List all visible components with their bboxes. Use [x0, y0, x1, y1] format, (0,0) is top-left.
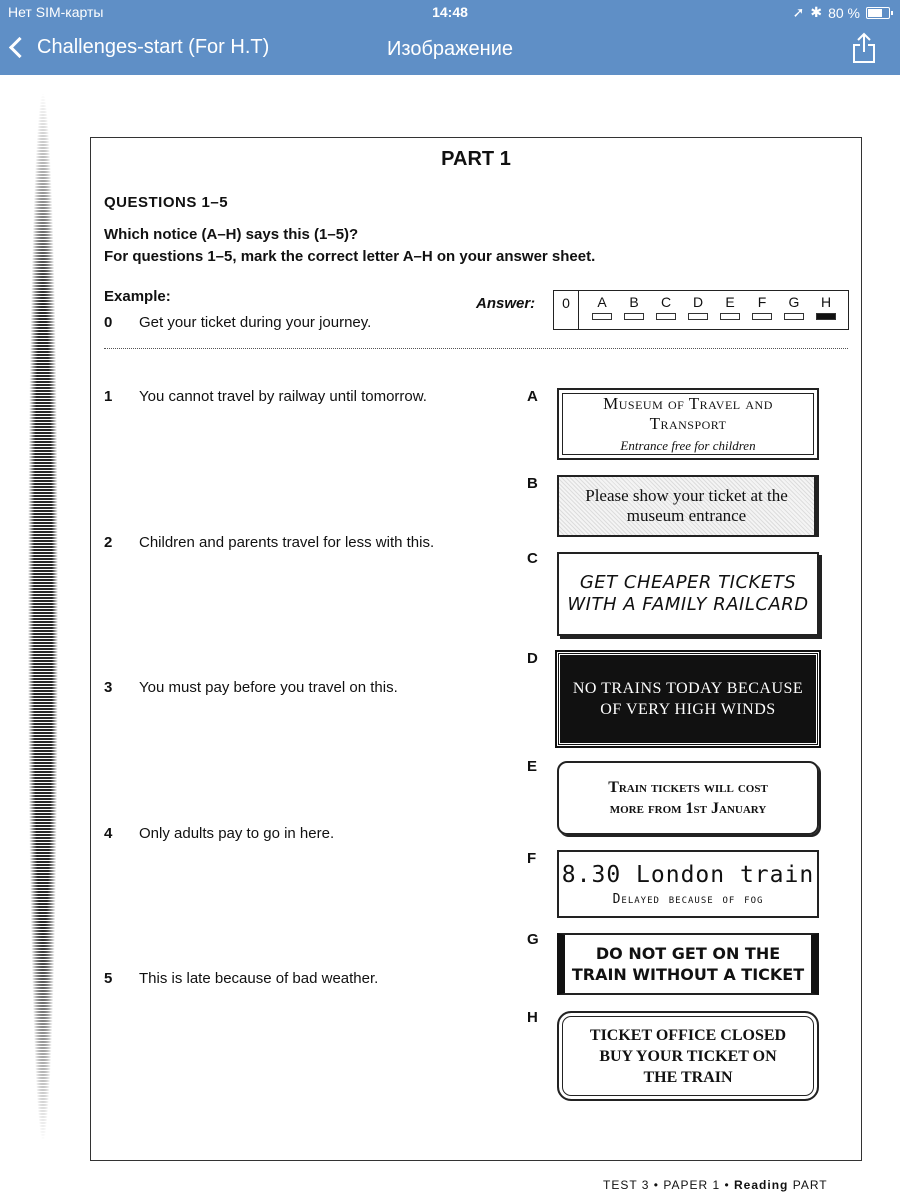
footer-suffix: PART — [792, 1178, 828, 1192]
example-label: Example: — [104, 288, 171, 305]
nav-bar — [0, 30, 900, 70]
answer-bubble — [656, 313, 676, 320]
answer-label: Answer: — [476, 295, 536, 312]
question-text: Children and parents travel for less with this. — [139, 534, 435, 551]
notice-c — [557, 552, 819, 636]
notice-line: 8.30 London train — [561, 861, 815, 888]
answer-option-d — [686, 294, 710, 320]
notice-letter-h: H — [527, 1009, 538, 1026]
answer-option-b — [622, 294, 646, 320]
notice-line: more from 1st January — [609, 800, 767, 817]
instruction-line-2: For questions 1–5, mark the correct letter A–H on your answer sheet. — [104, 248, 596, 265]
answer-zero: 0 — [554, 291, 579, 329]
answer-option-f — [750, 294, 774, 320]
location-icon: ➚ — [792, 4, 805, 20]
question-number: 2 — [104, 534, 113, 551]
answer-bubble — [816, 313, 836, 320]
notice-letter-e: E — [527, 758, 538, 775]
answer-bubble — [624, 313, 644, 320]
question-number: 4 — [104, 825, 113, 842]
notice-line: BUY YOUR TICKET ON — [599, 1047, 777, 1065]
answer-option-letter: C — [660, 294, 672, 310]
notice-line: Train tickets will cost — [608, 779, 768, 796]
question-1 — [104, 388, 427, 405]
scan-binding-edge — [28, 92, 58, 1142]
status-bar — [0, 0, 900, 24]
battery-percent: 80 % — [828, 4, 860, 21]
share-icon[interactable] — [852, 32, 876, 64]
answer-option-letter: H — [820, 294, 832, 310]
answer-option-c — [654, 294, 678, 320]
question-text: Only adults pay to go in here. — [139, 825, 335, 842]
notice-line: TRAIN WITHOUT A TICKET — [571, 965, 805, 984]
top-bar — [0, 0, 900, 75]
question-4 — [104, 825, 334, 842]
bluetooth-icon: ✱ — [810, 4, 823, 20]
exam-sheet — [90, 137, 862, 1161]
questions-heading: QUESTIONS 1–5 — [104, 194, 229, 211]
notice-letter-c: C — [527, 550, 538, 567]
back-label: Challenges-start (For H.T) — [37, 36, 270, 58]
notice-line: Transport — [649, 414, 727, 433]
notice-a — [557, 388, 819, 460]
notice-letter-f: F — [527, 850, 537, 867]
question-number: 5 — [104, 970, 113, 987]
footer-bold: Reading — [734, 1178, 789, 1192]
answer-option-e — [718, 294, 742, 320]
notice-subtext: Entrance free for children — [620, 438, 756, 453]
notice-b — [557, 475, 819, 537]
status-time: 14:48 — [432, 4, 468, 20]
example-text: Get your ticket during your journey. — [139, 314, 372, 331]
notice-letter-d: D — [527, 650, 538, 667]
answer-option-h — [814, 294, 838, 320]
notice-line: Museum of Travel and — [603, 394, 773, 413]
notice-line: TICKET OFFICE CLOSED — [589, 1026, 787, 1044]
answer-option-letter: G — [788, 294, 800, 310]
notice-line: NO TRAINS TODAY BECAUSE — [572, 680, 804, 697]
answer-bubble — [720, 313, 740, 320]
answer-bubble — [752, 313, 772, 320]
notice-line: OF VERY HIGH WINDS — [600, 701, 776, 718]
notice-line: DO NOT GET ON THE — [595, 944, 781, 963]
notice-letter-g: G — [527, 931, 539, 948]
notice-line: WITH A FAMILY RAILCARD — [567, 594, 809, 615]
answer-option-letter: B — [629, 294, 639, 310]
question-number: 1 — [104, 388, 113, 405]
question-text: You must pay before you travel on this. — [139, 679, 398, 696]
answer-box — [553, 290, 849, 330]
answer-option-letter: D — [692, 294, 704, 310]
notice-letter-b: B — [527, 475, 538, 492]
notice-letter-a: A — [527, 388, 538, 405]
answer-option-a — [590, 294, 614, 320]
notice-f — [557, 850, 819, 918]
notice-line: museum entrance — [626, 506, 747, 525]
page-footer — [603, 1178, 828, 1192]
question-number: 3 — [104, 679, 113, 696]
question-2 — [104, 534, 434, 551]
notice-line: Please show your ticket at the — [585, 486, 788, 505]
notice-g — [557, 933, 819, 995]
example-number: 0 — [104, 314, 113, 331]
dotted-divider — [104, 348, 848, 349]
answer-option-letter: F — [757, 294, 767, 310]
question-3 — [104, 679, 398, 696]
nav-title: Изображение — [387, 38, 513, 60]
answer-option-letter: E — [725, 294, 735, 310]
footer-prefix: TEST 3 • PAPER 1 • — [603, 1178, 730, 1192]
instruction-line-1: Which notice (A–H) says this (1–5)? — [104, 226, 359, 243]
notice-e — [557, 761, 819, 835]
notice-subtext: Delayed because of fog — [612, 891, 764, 907]
notice-h — [557, 1011, 819, 1101]
answer-option-letter: A — [597, 294, 607, 310]
notice-line: THE TRAIN — [643, 1068, 733, 1086]
answer-bubble — [784, 313, 804, 320]
part-title: PART 1 — [441, 148, 511, 170]
answer-options — [590, 294, 838, 320]
battery-fill — [868, 9, 882, 17]
question-text: You cannot travel by railway until tomorrow. — [139, 388, 427, 405]
status-right — [793, 4, 890, 21]
question-text: This is late because of bad weather. — [139, 970, 379, 987]
answer-bubble — [592, 313, 612, 320]
question-5 — [104, 970, 378, 987]
answer-bubble — [688, 313, 708, 320]
answer-option-g — [782, 294, 806, 320]
carrier-label: Нет SIM-карты — [8, 4, 104, 20]
battery-icon — [866, 7, 890, 19]
notice-line: GET CHEAPER TICKETS — [579, 572, 797, 593]
notice-d — [557, 652, 819, 746]
